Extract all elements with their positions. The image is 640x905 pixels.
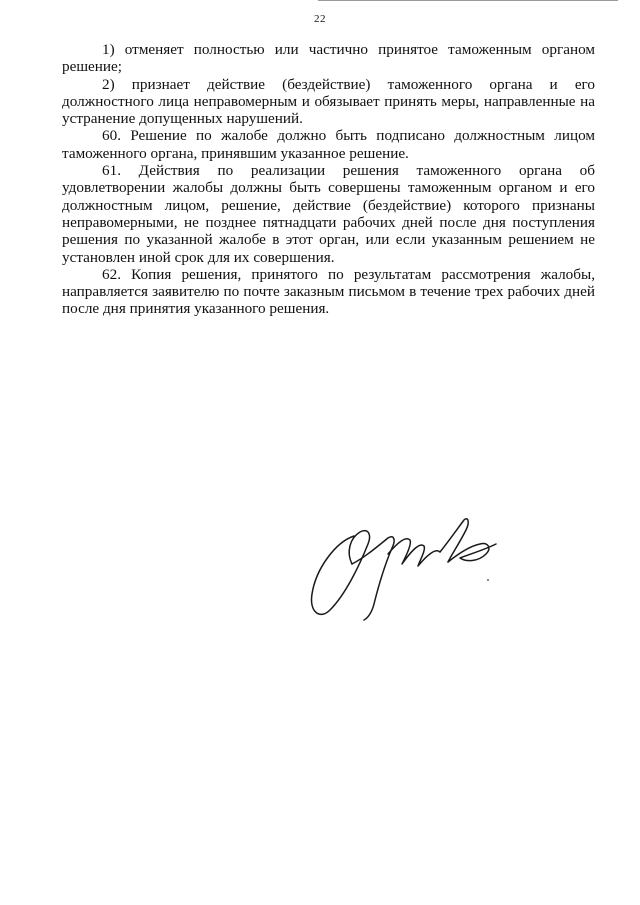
paragraph-61: 61. Действия по реализации решения таможенного органа об удовлетворении жалобы должны быть совершены таможенным органом и его должностным лицом, решение, действие (бездействие) которого признаны неправомерными, не позднее пятнадцати рабочих дней после дня поступления решения по указанной жалобе в этот орган, или если указанным решением не установлен иной срок для их совершения.	[62, 162, 595, 266]
scan-edge-line	[318, 0, 618, 1]
paragraph-62: 62. Копия решения, принятого по результатам рассмотрения жалобы, направляется заявителю по почте заказным письмом в течение трех рабочих дней после дня принятия указанного решения.	[62, 265, 595, 318]
signature-icon	[302, 508, 502, 624]
signature-dot	[487, 579, 489, 581]
document-body	[62, 41, 595, 318]
page-number: 22	[314, 13, 326, 25]
paragraph-60: 60. Решение по жалобе должно быть подписано должностным лицом таможенного органа, принявшим указанное решение.	[62, 127, 595, 162]
paragraph-item-2: 2) признает действие (бездействие) таможенного органа и его должностного лица неправомерным и обязывает принять меры, направленные на устранение допущенных нарушений.	[62, 75, 595, 128]
paragraph-item-1: 1) отменяет полностью или частично принятое таможенным органом решение;	[62, 41, 595, 76]
